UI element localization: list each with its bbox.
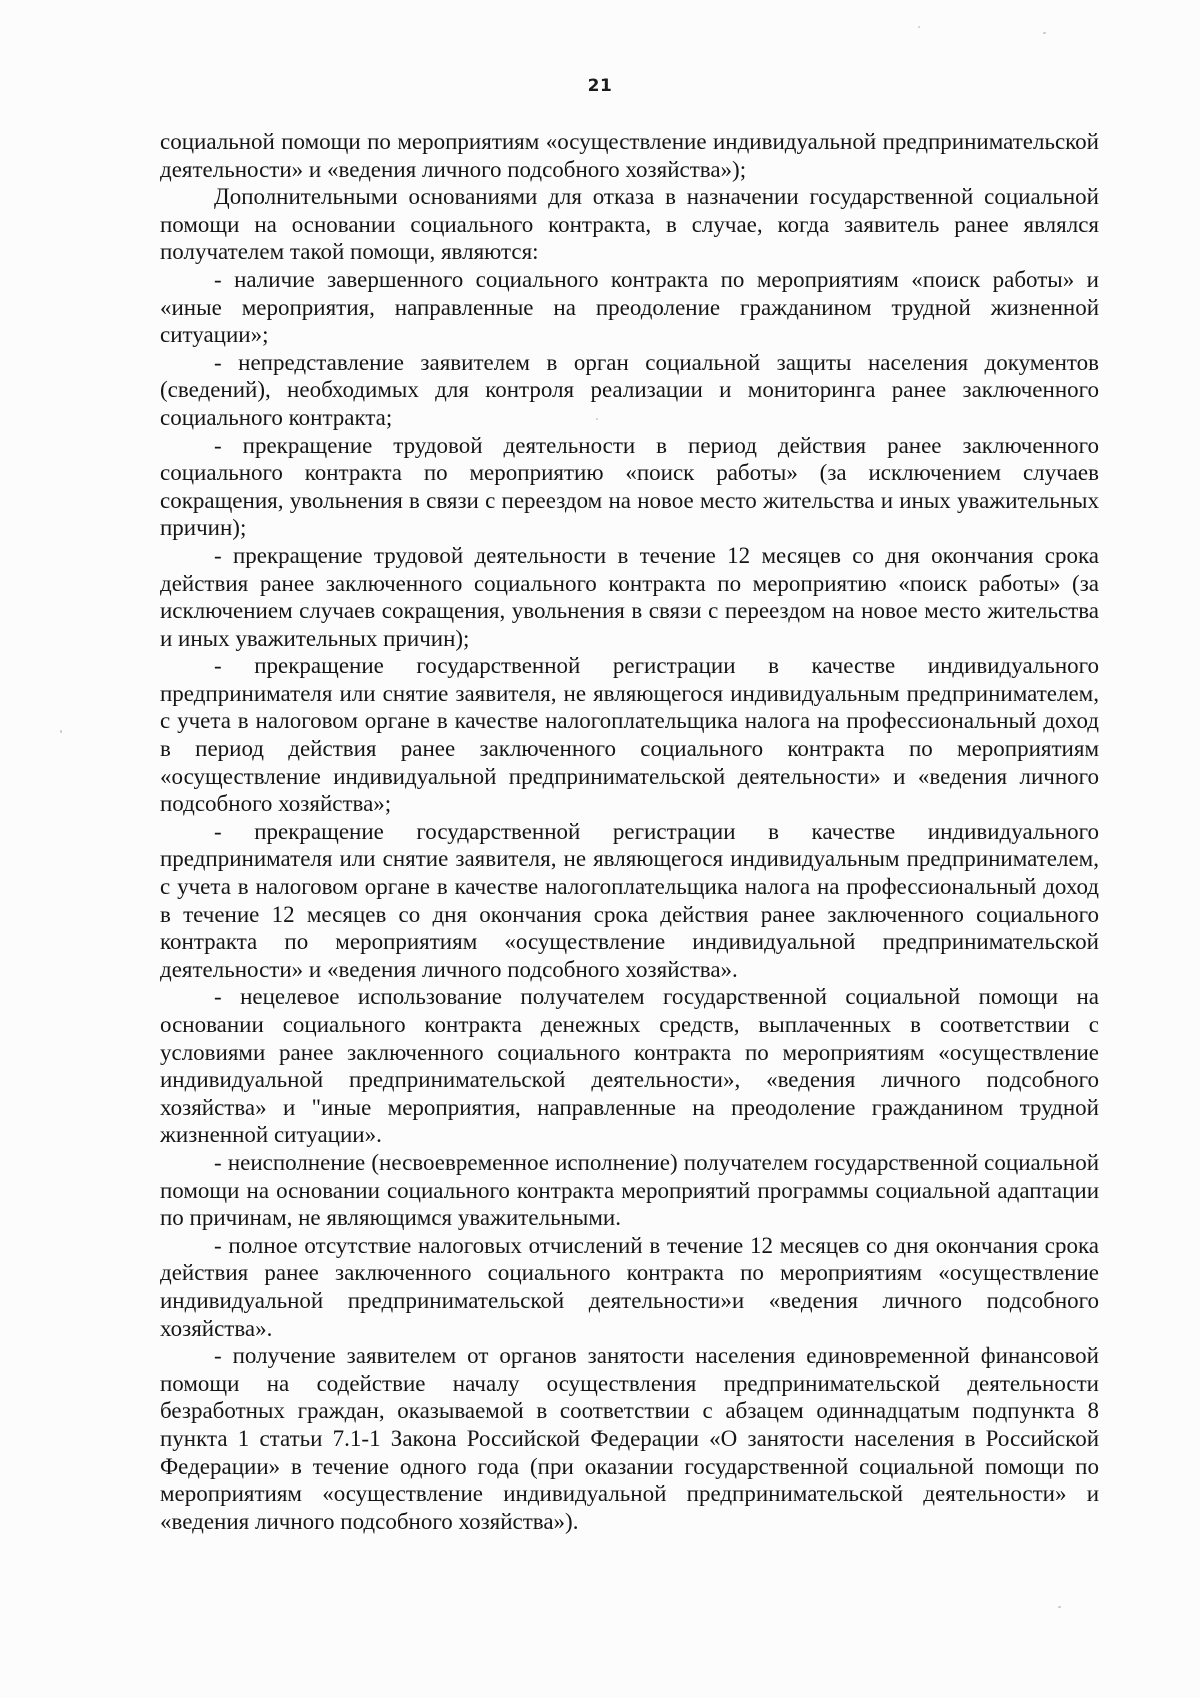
list-item: - наличие завершенного социального контракта по мероприятиям «поиск работы» и «иные мероприятия, направленные на преодоление гражданином трудной жизненной ситуации»; xyxy=(160,266,1099,348)
list-item: - прекращение государственной регистрации в качестве индивидуального предпринимателя или снятие заявителя, не являющегося индивидуальным предпринимателем, с учета в налоговом органе в качестве налогоплательщика налога на профессиональный доход в течение 12 месяцев со дня окончания срока действия ранее заключенного социального контракта по мероприятиям «осуществление индивидуальной предпринимательской деятельности» и «ведения личного подсобного хозяйства». xyxy=(160,818,1099,982)
list-item: - прекращение трудовой деятельности в течение 12 месяцев со дня окончания срока действия ранее заключенного социального контракта по мероприятию «поиск работы» (за исключением случаев сокращения, увольнения в связи с переездом на новое место жительства и иных уважительных причин); xyxy=(160,542,1099,651)
scan-speck xyxy=(918,26,920,28)
list-item: - полное отсутствие налоговых отчислений в течение 12 месяцев со дня окончания срока действия ранее заключенного социального контракта по мероприятиям «осуществление индивидуальной предпринимательской деятельности»и «ведения личного подсобного хозяйства». xyxy=(160,1232,1099,1341)
document-body xyxy=(160,128,1099,1535)
list-item: - непредставление заявителем в орган социальной защиты населения документов (сведений), необходимых для контроля реализации и мониторинга ранее заключенного социального контракта; xyxy=(160,349,1099,430)
scan-speck xyxy=(1043,32,1046,34)
paragraph: Дополнительными основаниями для отказа в назначении государственной социальной помощи на основании социального контракта, в случае, когда заявитель ранее являлся получателем такой помощи, являются: xyxy=(160,184,1099,265)
list-item: - получение заявителем от органов занятости населения единовременной финансовой помощи на содействие началу осуществления предпринимательской деятельности безработных граждан, оказываемой в соответствии с абзацем одиннадцатым подпункта 8 пункта 1 статьи 7.1-1 Закона Российской Федерации «О занятости населения в Российской Федерации» в течение одного года (при оказании государственной социальной помощи по мероприятиям «осуществление индивидуальной предпринимательской деятельности» и «ведения личного подсобного хозяйства»). xyxy=(160,1343,1099,1534)
paragraph: социальной помощи по мероприятиям «осуществление индивидуальной предпринимательской деятельности» и «ведения личного подсобного хозяйства»); xyxy=(160,129,1099,182)
page-number: 21 xyxy=(587,76,613,96)
scan-speck xyxy=(1058,1606,1061,1608)
list-item: - прекращение государственной регистрации в качестве индивидуального предпринимателя или снятие заявителя, не являющегося индивидуальным предпринимателем, с учета в налоговом органе в качестве налогоплательщика налога на профессиональный доход в период действия ранее заключенного социального контракта по мероприятиям «осуществление индивидуальной предпринимательской деятельности» и «ведения личного подсобного хозяйства»; xyxy=(160,653,1099,817)
list-item: - прекращение трудовой деятельности в период действия ранее заключенного социального контракта по мероприятию «поиск работы» (за исключением случаев сокращения, увольнения в связи с переездом на новое место жительства и иных уважительных причин); xyxy=(160,432,1099,541)
scan-speck xyxy=(60,730,62,733)
list-item: - нецелевое использование получателем государственной социальной помощи на основании социального контракта денежных средств, выплаченных в соответствии с условиями ранее заключенного социального контракта по мероприятиям «осуществление индивидуальной предпринимательской деятельности», «ведения личного подсобного хозяйства» и "иные мероприятия, направленные на преодоление гражданином трудной жизненной ситуации». xyxy=(160,984,1099,1148)
list-item: - неисполнение (несвоевременное исполнение) получателем государственной социальной помощи на основании социального контракта мероприятий программы социальной адаптации по причинам, не являющимся уважительными. xyxy=(160,1149,1099,1231)
